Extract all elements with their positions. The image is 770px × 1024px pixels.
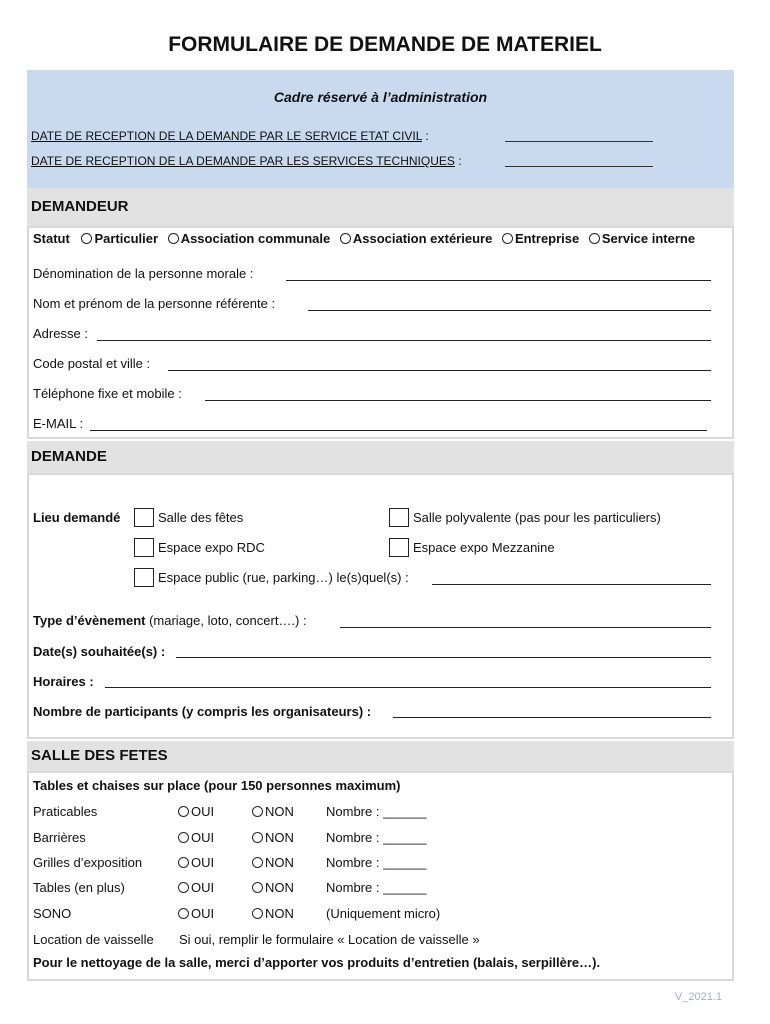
- lieu-label: Lieu demandé: [33, 510, 121, 525]
- radio-icon[interactable]: [589, 233, 600, 244]
- demandeur-box: [27, 226, 734, 439]
- telephone-field[interactable]: [205, 400, 711, 401]
- oui-label: OUI: [191, 906, 215, 921]
- statut-row: [33, 231, 695, 246]
- radio-icon[interactable]: [178, 857, 189, 868]
- horaires-label: Horaires :: [33, 674, 94, 689]
- oui-label: OUI: [191, 855, 215, 870]
- non-label: NON: [265, 855, 294, 870]
- radio-icon[interactable]: [178, 908, 189, 919]
- adresse-label: Adresse :: [33, 326, 88, 341]
- non-label: NON: [265, 880, 294, 895]
- horaires-field[interactable]: [105, 687, 711, 688]
- item-sono: SONO: [33, 906, 72, 921]
- espace-public-field[interactable]: [432, 584, 711, 585]
- radio-icon[interactable]: [178, 832, 189, 843]
- statut-option-service-interne[interactable]: [583, 231, 695, 246]
- participants-field[interactable]: [393, 717, 711, 718]
- reception-etat-civil-label: DATE DE RECEPTION DE LA DEMANDE PAR LE SERVICE ETAT CIVIL: [31, 129, 422, 143]
- statut-label: Statut: [33, 231, 70, 246]
- statut-option-label: Particulier: [94, 231, 159, 246]
- radio-icon[interactable]: [252, 857, 263, 868]
- radio-icon[interactable]: [252, 832, 263, 843]
- item-tables: Tables (en plus): [33, 880, 125, 895]
- barrieres-oui[interactable]: [172, 830, 214, 845]
- radio-icon[interactable]: [81, 233, 92, 244]
- radio-icon[interactable]: [340, 233, 351, 244]
- telephone-label: Téléphone fixe et mobile :: [33, 386, 182, 401]
- barrieres-non[interactable]: [246, 830, 294, 845]
- statut-option-label: Association extérieure: [352, 231, 493, 246]
- sono-non[interactable]: [246, 906, 294, 921]
- salle-box: [27, 771, 734, 981]
- code-postal-field[interactable]: [168, 370, 711, 371]
- statut-option-label: Service interne: [601, 231, 696, 246]
- code-postal-label: Code postal et ville :: [33, 356, 151, 371]
- radio-icon[interactable]: [252, 806, 263, 817]
- lieu-espace-public: Espace public (rue, parking…) le(s)quel(s) :: [158, 570, 409, 585]
- email-field[interactable]: [90, 430, 707, 431]
- nom-label: Nom et prénom de la personne référente :: [33, 296, 276, 311]
- type-evenement-label: Type d’évènement: [33, 613, 146, 628]
- reception-etat-civil: [31, 129, 429, 143]
- oui-label: OUI: [191, 830, 215, 845]
- admin-heading: Cadre réservé à l’administration: [273, 89, 488, 105]
- lieu-salle-polyvalente: Salle polyvalente (pas pour les particuliers): [413, 510, 661, 525]
- sono-oui[interactable]: [172, 906, 214, 921]
- checkbox-salle-polyvalente[interactable]: [389, 508, 409, 527]
- lieu-espace-expo-rdc: Espace expo RDC: [158, 540, 265, 555]
- version-label: V_2021.1: [674, 991, 722, 1003]
- colon: :: [454, 154, 462, 168]
- item-praticables: Praticables: [33, 804, 98, 819]
- demande-heading: DEMANDE: [27, 441, 734, 473]
- nom-field[interactable]: [308, 310, 711, 311]
- page-title: FORMULAIRE DE DEMANDE DE MATERIEL: [168, 33, 602, 56]
- radio-icon[interactable]: [252, 908, 263, 919]
- non-label: NON: [265, 804, 294, 819]
- checkbox-salle-des-fetes[interactable]: [134, 508, 154, 527]
- radio-icon[interactable]: [252, 882, 263, 893]
- lieu-salle-des-fetes: Salle des fêtes: [158, 510, 244, 525]
- participants-label: Nombre de participants (y compris les organisateurs) :: [33, 704, 372, 719]
- reception-techniques-label: DATE DE RECEPTION DE LA DEMANDE PAR LES SERVICES TECHNIQUES: [31, 154, 455, 168]
- barrieres-nombre[interactable]: Nombre : ______: [326, 830, 427, 845]
- admin-box: [27, 70, 734, 188]
- statut-option-entreprise[interactable]: [496, 231, 579, 246]
- checkbox-espace-public[interactable]: [134, 568, 154, 587]
- non-label: NON: [265, 906, 294, 921]
- dates-field[interactable]: [176, 657, 711, 658]
- oui-label: OUI: [191, 880, 215, 895]
- denomination-label: Dénomination de la personne morale :: [33, 266, 254, 281]
- reception-techniques-field[interactable]: [505, 155, 653, 167]
- statut-option-association-communale[interactable]: [162, 231, 331, 246]
- reception-techniques: [31, 154, 462, 168]
- demandeur-heading: DEMANDEUR: [27, 188, 734, 226]
- colon: :: [421, 129, 429, 143]
- checkbox-espace-expo-mezzanine[interactable]: [389, 538, 409, 557]
- oui-label: OUI: [191, 804, 215, 819]
- salle-intro: Tables et chaises sur place (pour 150 personnes maximum): [33, 778, 401, 793]
- praticables-non[interactable]: [246, 804, 294, 819]
- adresse-field[interactable]: [97, 340, 711, 341]
- email-label: E-MAIL :: [33, 416, 84, 431]
- type-evenement-row: [33, 613, 307, 628]
- dates-label: Date(s) souhaitée(s) :: [33, 644, 166, 659]
- type-evenement-field[interactable]: [340, 627, 711, 628]
- item-barrieres: Barrières: [33, 830, 86, 845]
- radio-icon[interactable]: [502, 233, 513, 244]
- non-label: NON: [265, 830, 294, 845]
- sono-note: (Uniquement micro): [326, 906, 441, 921]
- vaisselle-label: Location de vaisselle: [33, 932, 154, 947]
- statut-option-label: Association communale: [180, 231, 331, 246]
- grilles-nombre[interactable]: Nombre : ______: [326, 855, 427, 870]
- denomination-field[interactable]: [286, 280, 711, 281]
- vaisselle-text: Si oui, remplir le formulaire « Location de vaisselle »: [179, 932, 480, 947]
- lieu-espace-expo-mezzanine: Espace expo Mezzanine: [413, 540, 555, 555]
- grilles-oui[interactable]: [172, 855, 214, 870]
- radio-icon[interactable]: [178, 806, 189, 817]
- type-evenement-hint: (mariage, loto, concert….) :: [149, 613, 307, 628]
- tables-oui[interactable]: [172, 880, 214, 895]
- item-grilles: Grilles d’exposition: [33, 855, 143, 870]
- tables-non[interactable]: [246, 880, 294, 895]
- checkbox-espace-expo-rdc[interactable]: [134, 538, 154, 557]
- reception-etat-civil-field[interactable]: [505, 130, 653, 142]
- grilles-non[interactable]: [246, 855, 294, 870]
- statut-option-association-exterieure[interactable]: [334, 231, 492, 246]
- statut-option-particulier[interactable]: [73, 231, 158, 246]
- praticables-oui[interactable]: [172, 804, 214, 819]
- salle-heading: SALLE DES FETES: [27, 741, 734, 771]
- statut-option-label: Entreprise: [514, 231, 580, 246]
- tables-nombre[interactable]: Nombre : ______: [326, 880, 427, 895]
- radio-icon[interactable]: [178, 882, 189, 893]
- nettoyage-note: Pour le nettoyage de la salle, merci d’apporter vos produits d’entretien (balais, serpillère…).: [33, 955, 601, 970]
- radio-icon[interactable]: [168, 233, 179, 244]
- praticables-nombre[interactable]: Nombre : ______: [326, 804, 427, 819]
